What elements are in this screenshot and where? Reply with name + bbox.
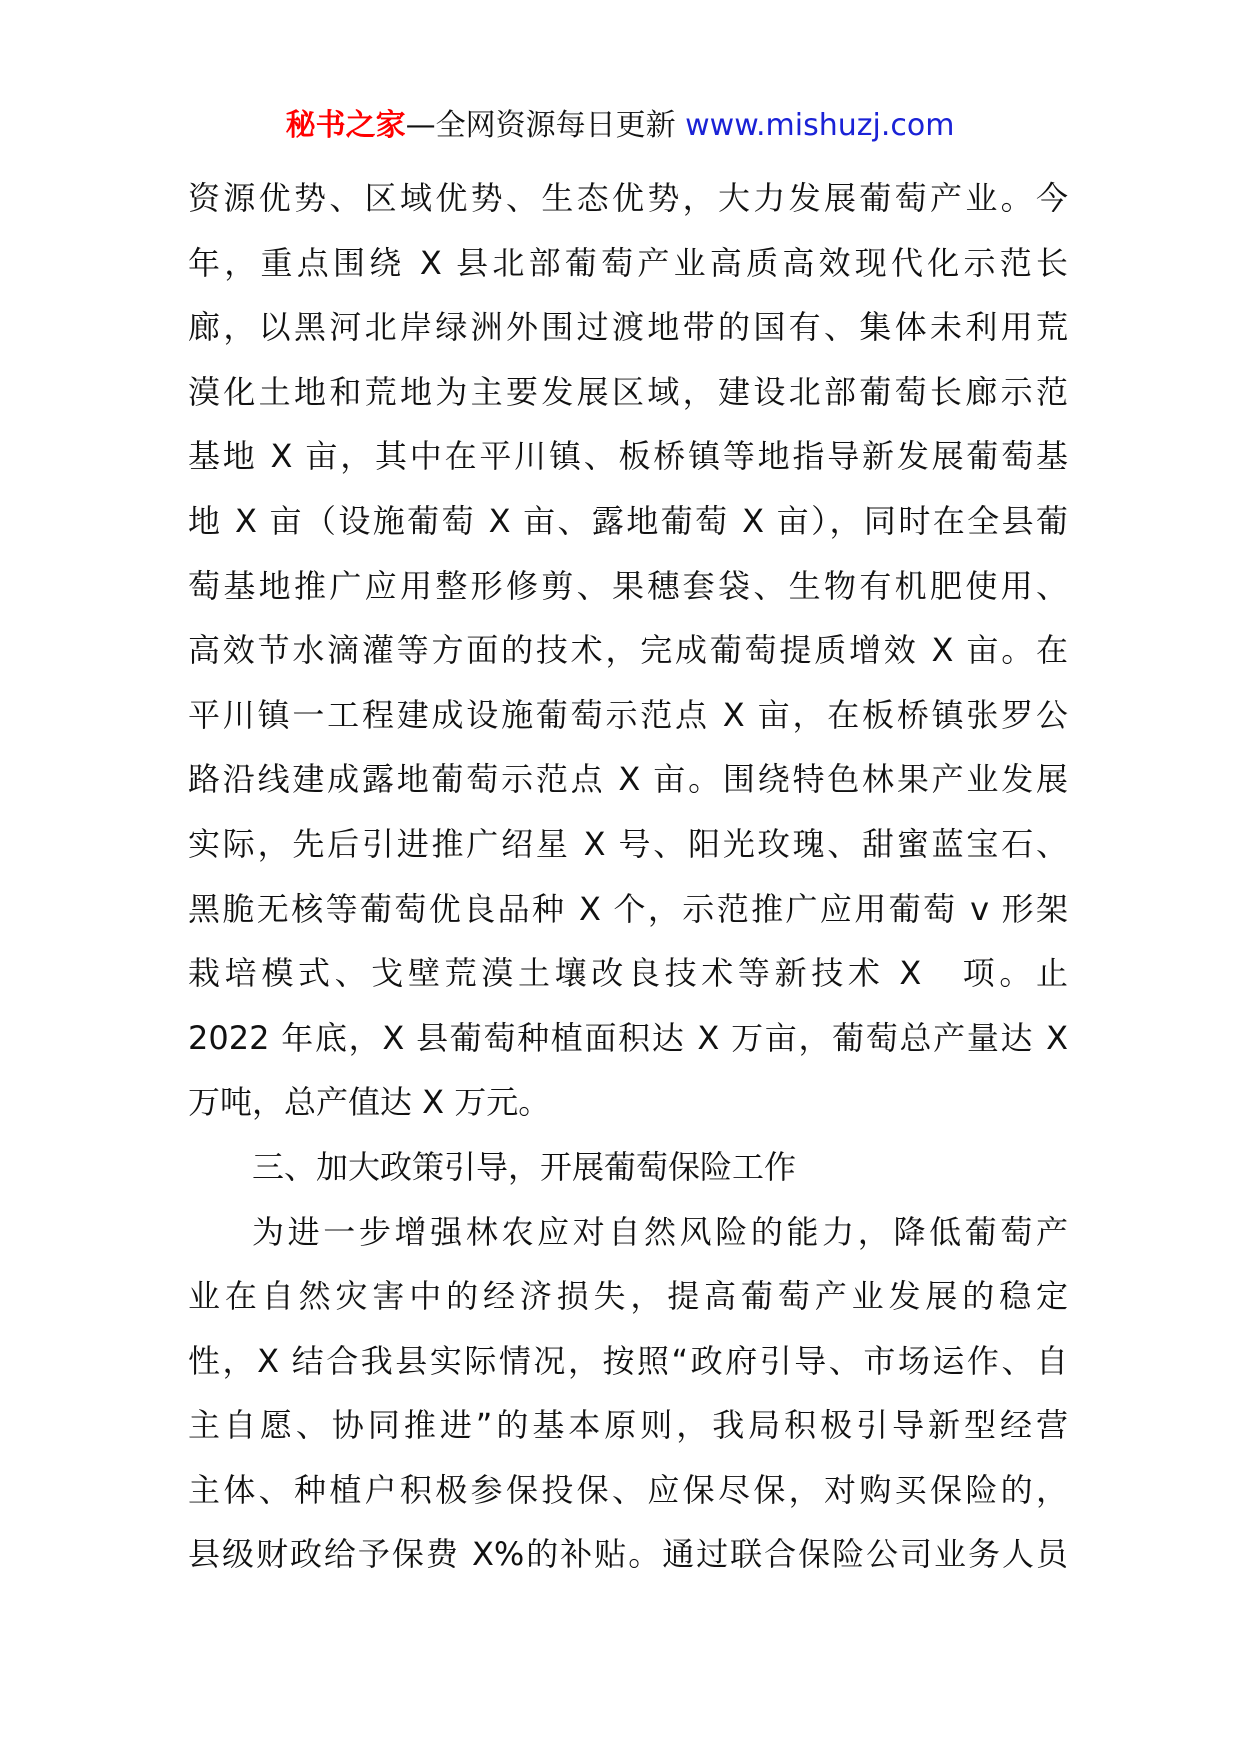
text-line: 栽培模式、戈壁荒漠土壤改良技术等新技术 X 项。止: [188, 954, 1068, 993]
document-body: [188, 166, 1068, 1587]
text-line: 路沿线建成露地葡萄示范点 X 亩。围绕特色林果产业发展: [188, 760, 1068, 799]
page-header: [0, 104, 1240, 148]
text-line: 资源优势、区域优势、生态优势，大力发展葡萄产业。今: [188, 179, 1068, 217]
section-heading: 三、加大政策引导，开展葡萄保险工作: [252, 1147, 797, 1186]
paragraph-2: [188, 1200, 1068, 1588]
text-line: 黑脆无核等葡萄优良品种 X 个，示范推广应用葡萄 v 形架: [188, 889, 1068, 928]
site-link[interactable]: www.mishuzj.com: [685, 108, 955, 143]
paragraph-1: [188, 166, 1068, 1135]
text-line: 基地 X 亩，其中在平川镇、板桥镇等地指导新发展葡萄基: [188, 437, 1068, 476]
text-line: 主自愿、协同推进”的基本原则，我局积极引导新型经营: [188, 1406, 1068, 1445]
text-line: 年，重点围绕 X 县北部葡萄产业高质高效现代化示范长: [188, 243, 1068, 282]
text-line: 业在自然灾害中的经济损失，提高葡萄产业发展的稳定: [188, 1277, 1068, 1316]
text-line: 性，X 结合我县实际情况，按照“政府引导、市场运作、自: [188, 1341, 1068, 1380]
text-line: 平川镇一工程建成设施葡萄示范点 X 亩，在板桥镇张罗公: [188, 695, 1068, 734]
text-line: 为进一步增强林农应对自然风险的能力，降低葡萄产: [252, 1212, 1068, 1251]
text-line: 主体、种植户积极参保投保、应保尽保，对购买保险的，: [188, 1470, 1068, 1509]
text-line: 实际，先后引进推广绍星 X 号、阳光玫瑰、甜蜜蓝宝石、: [188, 824, 1068, 863]
text-line: 萄基地推广应用整形修剪、果穗套袋、生物有机肥使用、: [188, 566, 1068, 605]
text-line: 地 X 亩（设施葡萄 X 亩、露地葡萄 X 亩），同时在全县葡: [188, 501, 1068, 540]
header-tagline: —全网资源每日更新: [405, 108, 676, 143]
text-line: 高效节水滴灌等方面的技术，完成葡萄提质增效 X 亩。在: [188, 631, 1068, 670]
text-line: 2022 年底，X 县葡萄种植面积达 X 万亩，葡萄总产量达 X: [188, 1018, 1068, 1057]
text-line: 县级财政给予保费 X%的补贴。通过联合保险公司业务人员: [188, 1535, 1068, 1574]
brand-name: 秘书之家: [285, 108, 406, 143]
text-line: 廊，以黑河北岸绿洲外围过渡地带的国有、集体未利用荒: [188, 308, 1068, 347]
text-line: 漠化土地和荒地为主要发展区域，建设北部葡萄长廊示范: [188, 372, 1068, 411]
text-line: 万吨，总产值达 X 万元。: [188, 1083, 551, 1122]
